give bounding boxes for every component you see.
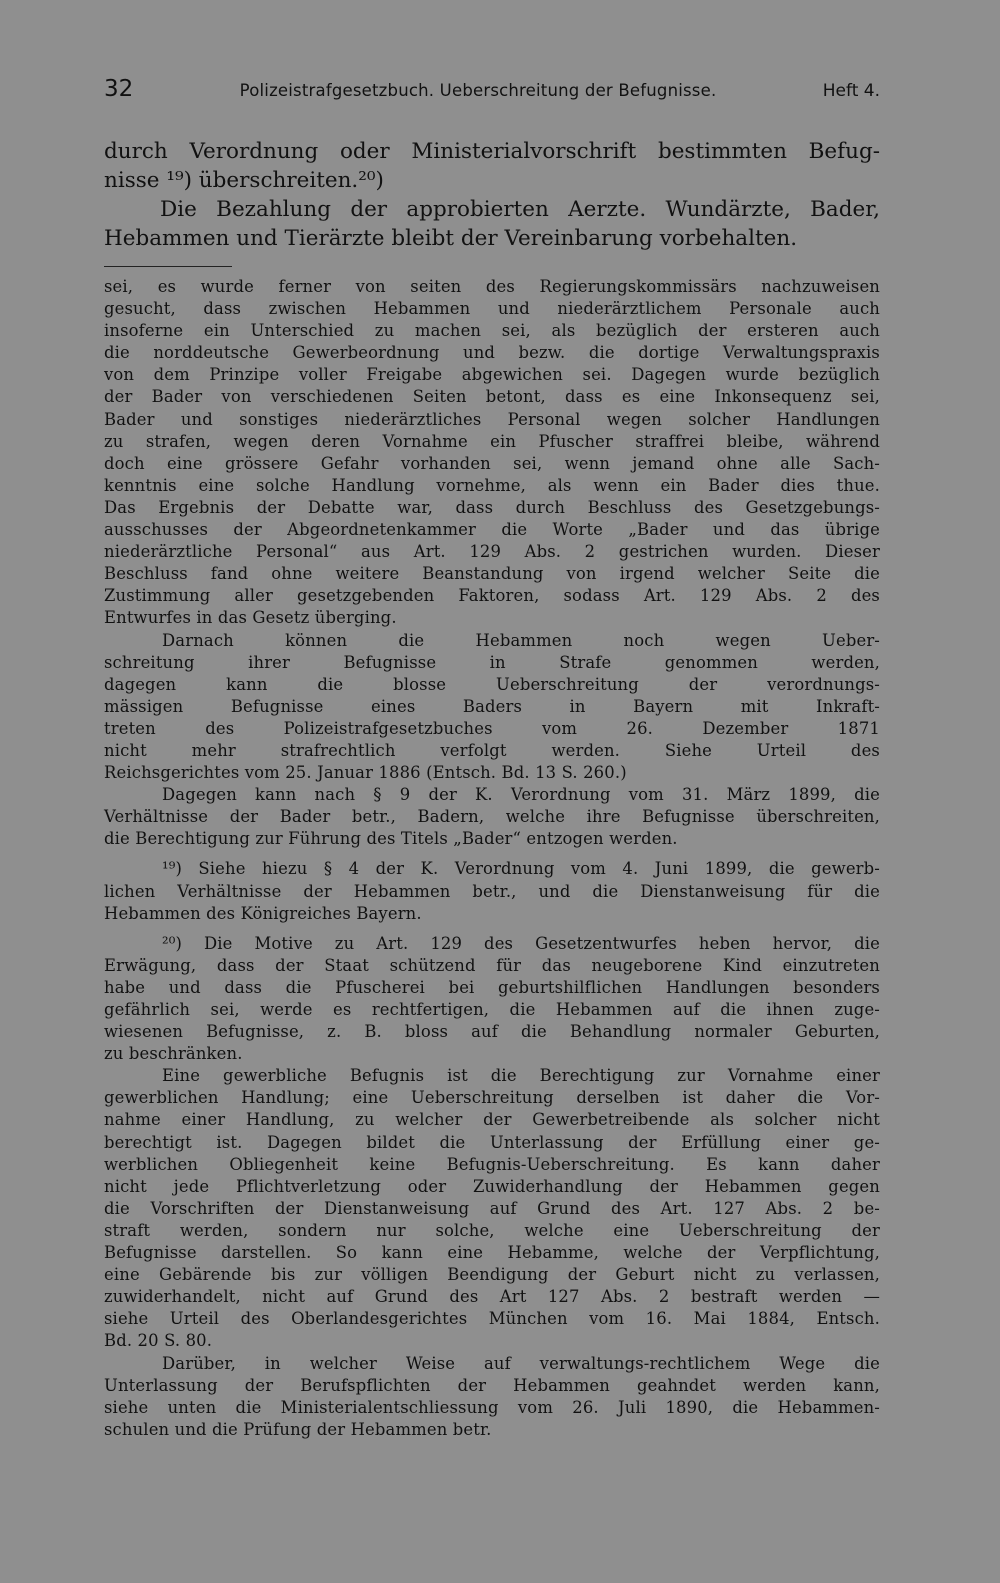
- footnotes: [104, 276, 880, 1441]
- footnote-line: ²⁰) Die Motive zu Art. 129 des Gesetzentwurfes heben hervor, die: [162, 933, 880, 953]
- footnote-line: dagegen kann die blosse Ueberschreitung der verordnungs-: [104, 674, 880, 694]
- footnote-line: straft werden, sondern nur solche, welche eine Ueberschreitung der: [104, 1220, 880, 1240]
- footnote-line: der Bader von verschiedenen Seiten betont, dass es eine Inkonsequenz sei,: [104, 387, 880, 407]
- footnote-line: zu beschränken.: [104, 1044, 243, 1064]
- main-line: Hebammen und Tierärzte bleibt der Vereinbarung vorbehalten.: [104, 226, 798, 251]
- footnote-line: mässigen Befugnisse eines Baders in Bayern mit Inkraft-: [104, 696, 880, 716]
- footnote-line: Bd. 20 S. 80.: [104, 1331, 213, 1351]
- footnote-line: Das Ergebnis der Debatte war, dass durch Beschluss des Gesetzgebungs-: [104, 497, 880, 517]
- footnote-line: Darnach können die Hebammen noch wegen Ueber-: [162, 630, 880, 650]
- footnote-line: doch eine grössere Gefahr vorhanden sei, wenn jemand ohne alle Sach-: [104, 453, 880, 473]
- footnote-line: nicht mehr strafrechtlich verfolgt werden. Siehe Urteil des: [104, 740, 880, 760]
- footnote-line: Reichsgerichtes vom 25. Januar 1886 (Entsch. Bd. 13 S. 260.): [104, 763, 627, 783]
- issue-label: Heft 4.: [822, 81, 880, 101]
- footnote-line: Hebammen des Königreiches Bayern.: [104, 903, 422, 923]
- footnote-line: von dem Prinzipe voller Freigabe abgewichen sei. Dagegen wurde bezüglich: [104, 365, 880, 385]
- footnote-line: schreitung ihrer Befugnisse in Strafe genommen werden,: [104, 652, 880, 672]
- footnote-line: Unterlassung der Berufspflichten der Hebammen geahndet werden kann,: [104, 1375, 880, 1395]
- footnote-line: ausschusses der Abgeordnetenkammer die Worte „Bader und das übrige: [104, 520, 880, 540]
- main-line: durch Verordnung oder Ministerialvorschrift bestimmten Befug-: [104, 139, 880, 164]
- footnote-line: zu strafen, wegen deren Vornahme ein Pfuscher straffrei bleibe, während: [104, 431, 880, 451]
- footnote-line: insoferne ein Unterschied zu machen sei, als bezüglich der ersteren auch: [104, 321, 880, 341]
- footnote-line: siehe unten die Ministerialentschliessung vom 26. Juli 1890, die Hebammen-: [104, 1397, 880, 1417]
- footnote-line: sei, es wurde ferner von seiten des Regierungskommissärs nachzuweisen: [104, 277, 880, 296]
- footnote-line: gefährlich sei, werde es rechtfertigen, die Hebammen auf die ihnen zuge-: [104, 1000, 880, 1019]
- footnote-line: Entwurfes in das Gesetz überging.: [104, 608, 397, 628]
- footnote-line: Zustimmung aller gesetzgebenden Faktoren, sodass Art. 129 Abs. 2 des: [104, 586, 880, 606]
- footnote-line: Befugnisse darstellen. So kann eine Hebamme, welche der Verpflichtung,: [104, 1243, 880, 1263]
- main-line: nisse ¹⁹) überschreiten.²⁰): [104, 168, 384, 193]
- page-number: 32: [104, 76, 134, 102]
- footnote-line: Erwägung, dass der Staat schützend für das neugeborene Kind einzutreten: [104, 955, 880, 975]
- footnote-line: niederärztliche Personal“ aus Art. 129 Abs. 2 gestrichen wurden. Dieser: [104, 542, 880, 562]
- footnote-separator: [104, 266, 232, 267]
- footnote-line: wiesenen Befugnisse, z. B. bloss auf die Behandlung normaler Geburten,: [104, 1022, 880, 1042]
- footnote-line: berechtigt ist. Dagegen bildet die Unterlassung der Erfüllung einer ge-: [104, 1132, 880, 1152]
- footnote-line: die Berechtigung zur Führung des Titels „Bader“ entzogen werden.: [104, 829, 678, 849]
- footnote-line: werblichen Obliegenheit keine Befugnis-Ueberschreitung. Es kann daher: [104, 1154, 880, 1174]
- main-text: [104, 137, 880, 253]
- footnote-line: Verhältnisse der Bader betr., Badern, welche ihre Befugnisse überschreiten,: [104, 807, 880, 827]
- footnote-line: siehe Urteil des Oberlandesgerichtes München vom 16. Mai 1884, Entsch.: [104, 1309, 880, 1329]
- footnote-line: Darüber, in welcher Weise auf verwaltungs-rechtlichem Wege die: [162, 1353, 880, 1373]
- footnote-line: gesucht, dass zwischen Hebammen und niederärztlichem Personale auch: [104, 299, 880, 319]
- footnote-line: die norddeutsche Gewerbeordnung und bezw. die dortige Verwaltungspraxis: [104, 343, 880, 363]
- page-header: [104, 76, 880, 106]
- footnote-line: habe und dass die Pfuscherei bei geburtshilflichen Handlungen besonders: [104, 977, 880, 997]
- footnote-line: nicht jede Pflichtverletzung oder Zuwiderhandlung der Hebammen gegen: [104, 1176, 880, 1196]
- footnote-line: zuwiderhandelt, nicht auf Grund des Art 127 Abs. 2 bestraft werden —: [104, 1287, 880, 1307]
- footnote-line: Eine gewerbliche Befugnis ist die Berechtigung zur Vornahme einer: [162, 1066, 880, 1086]
- footnote-line: eine Gebärende bis zur völligen Beendigung der Geburt nicht zu verlassen,: [104, 1265, 880, 1285]
- footnote-line: treten des Polizeistrafgesetzbuches vom 26. Dezember 1871: [104, 718, 880, 738]
- footnote-line: ¹⁹) Siehe hiezu § 4 der K. Verordnung vom 4. Juni 1899, die gewerb-: [162, 859, 880, 879]
- footnote-line: gewerblichen Handlung; eine Ueberschreitung derselben ist daher die Vor-: [104, 1088, 880, 1108]
- footnote-line: Beschluss fand ohne weitere Beanstandung von irgend welcher Seite die: [104, 564, 880, 584]
- running-title: Polizeistrafgesetzbuch. Ueberschreitung der Befugnisse.: [239, 81, 717, 100]
- footnote-line: Dagegen kann nach § 9 der K. Verordnung vom 31. März 1899, die: [162, 785, 880, 805]
- main-line: Die Bezahlung der approbierten Aerzte. Wundärzte, Bader,: [160, 197, 880, 222]
- footnote-line: schulen und die Prüfung der Hebammen betr.: [104, 1419, 492, 1439]
- footnote-line: nahme einer Handlung, zu welcher der Gewerbetreibende als solcher nicht: [104, 1110, 880, 1130]
- footnote-line: Bader und sonstiges niederärztliches Personal wegen solcher Handlungen: [104, 409, 880, 429]
- footnote-line: kenntnis eine solche Handlung vornehme, als wenn ein Bader dies thue.: [104, 475, 880, 495]
- footnote-line: lichen Verhältnisse der Hebammen betr., und die Dienstanweisung für die: [104, 881, 880, 901]
- footnote-line: die Vorschriften der Dienstanweisung auf Grund des Art. 127 Abs. 2 be-: [104, 1198, 880, 1218]
